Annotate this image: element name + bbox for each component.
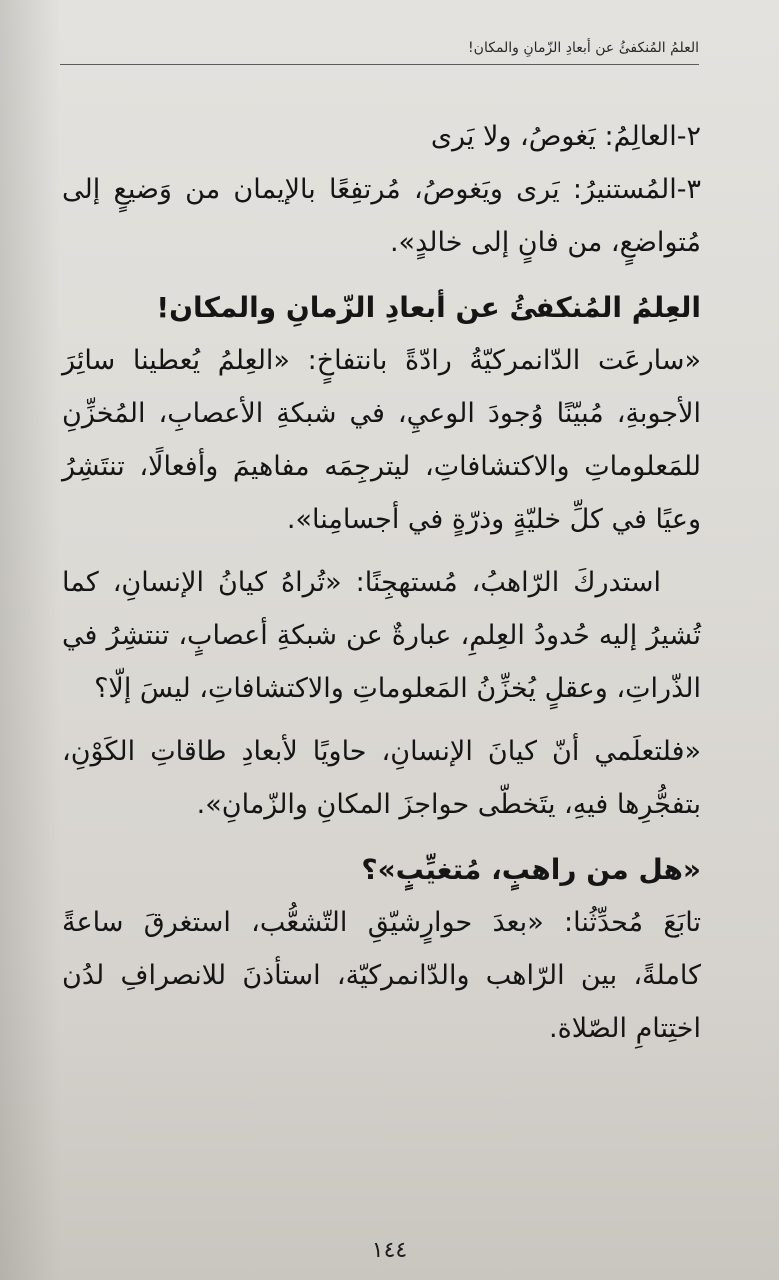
paragraph-4: تابَعَ مُحدِّثُنا: «بعدَ حوارٍشيّقِ التّشعُّب، استغرقَ ساعةً كاملةً، بين الرّاهب والدّانمركيّة، استأذنَ للانصرافِ لدُن اختِتامِ الصّلاة. xyxy=(62,907,701,1044)
page-shadow xyxy=(0,0,60,1280)
running-header: العلمُ المُنكفئُ عن أبعادِ الزّمانِ والمكان! xyxy=(468,40,699,56)
paragraph-2: استدركَ الرّاهبُ، مُستهجِنًا: «تُراهُ كيانُ الإنسانِ، كما تُشيرُ إليه حُدودُ العِلمِ، عبارةٌ عن شبكةِ أعصابٍ، تنتشِرُ في الذّراتِ، وعقلٍ يُخزِّنُ المَعلوماتِ والاكتشافاتِ، ليسَ إلّا؟ xyxy=(62,567,701,704)
header-rule xyxy=(60,64,699,65)
page-body xyxy=(62,110,701,1055)
paragraph-3: «فلتعلَمي أنّ كيانَ الإنسانِ، حاويًا لأبعادِ طاقاتِ الكَوْنِ، بتفجُّرِها فيهِ، يتَخطّى حواجزَ المكانِ والزّمانِ». xyxy=(62,736,701,820)
paragraph-1: «سارعَت الدّانمركيّةُ رادّةً بانتفاخٍ: «العِلمُ يُعطينا سائِرَ الأجوبةِ، مُبيّنًا وُجودَ الوعيِ، في شبكةِ الأعصابِ، المُخزِّنِ للمَعلوماتِ والاكتشافاتِ، ليترجِمَه مفاهيمَ وأفعالًا، تنتَشِرُ وعيًا في كلِّ خليّةٍ وذرّةٍ في أجسامِنا». xyxy=(62,345,701,535)
subsection-heading: «هل من راهبٍ، مُتغيِّبٍ»؟ xyxy=(361,853,701,886)
page-number: ١٤٤ xyxy=(371,1238,408,1263)
list-item-3: ٣-المُستنيرُ: يَرى ويَغوصُ، مُرتفِعًا بالإيمان من وَضيعٍ إلى مُتواضعٍ، من فانٍ إلى خالدٍ». xyxy=(62,174,701,258)
list-item-2: ٢-العالِمُ: يَغوصُ، ولا يَرى xyxy=(430,121,701,152)
section-heading: العِلمُ المُنكفئُ عن أبعادِ الزّمانِ والمكان! xyxy=(156,291,701,324)
